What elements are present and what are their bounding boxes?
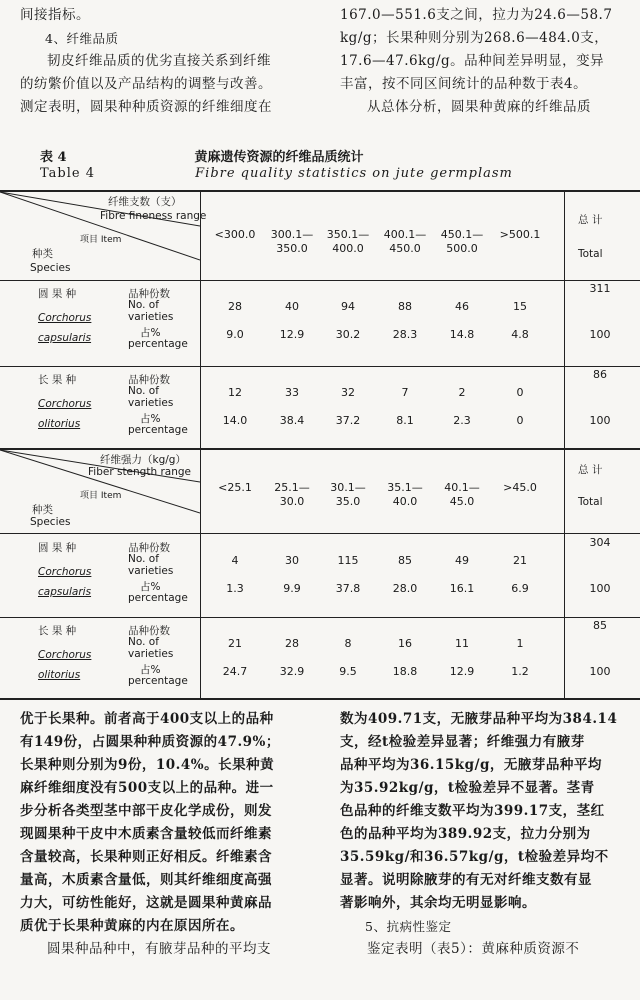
table-cell-count: 311 (589, 282, 611, 295)
table-cell-percent: 1.3 (226, 582, 244, 595)
species-name-latin: Corchorus (38, 649, 92, 661)
table-cell-percent: 12.9 (279, 328, 305, 341)
range-header: 350.1— (326, 228, 370, 241)
left-column-bottom (20, 708, 320, 961)
paragraph-line: 含量较高，长果种则正好相反。纤维素含 (20, 849, 272, 865)
table-cell-count: 16 (398, 637, 412, 650)
right-column-bottom (340, 708, 632, 961)
range-header: 400.0 (332, 242, 364, 255)
row-label-count-en: No. of (128, 299, 159, 311)
paragraph-line: 色的品种平均为389.92支，拉力分别为 (340, 826, 591, 842)
paragraph-line: 间接指标。 (20, 7, 90, 23)
table-cell-percent: 100 (589, 328, 611, 341)
fineness-header-en: Fibre fineness range (100, 210, 207, 222)
paragraph-line: 步分析各类型茎中部干皮化学成份，则发 (20, 803, 272, 819)
paragraph-line: 圆果种品种中，有腋芽品种的平均支 (47, 941, 271, 957)
row-label-count-cn: 品种份数 (128, 542, 170, 554)
paragraph-line: 有149份，占圆果种种质资源的47.9%； (20, 734, 280, 750)
table-rule (0, 533, 640, 534)
row-label-count-cn: 品种份数 (128, 288, 170, 300)
range-header: 30.0 (279, 495, 305, 508)
table-column-rule (564, 190, 565, 698)
item-label-cn: 项目 Item (80, 491, 122, 501)
range-header: >45.0 (503, 481, 537, 494)
table-cell-percent: 37.8 (335, 582, 361, 595)
paragraph-line: 17.6—47.6kg/g。品种间差异明显，变异 (340, 53, 605, 69)
paragraph-line: 量高，木质素含量低，则其纤维细度高强 (20, 872, 272, 888)
table-cell-percent: 9.5 (339, 665, 357, 678)
table-cell-percent: 14.0 (222, 414, 248, 427)
paragraph-line: kg/g；长果种则分别为268.6—484.0支， (340, 30, 609, 46)
row-label-count-en: varieties (128, 565, 174, 577)
table-cell-percent: 4.8 (511, 328, 529, 341)
table-cell-count: 11 (455, 637, 469, 650)
table-rule (0, 366, 640, 367)
table-cell-percent: 12.9 (449, 665, 475, 678)
fineness-header-cn: 纤维支数（支） (108, 196, 182, 208)
table-rule (0, 280, 640, 281)
paragraph-line: 的纺䌘价值以及产品结构的调整与改善。 (20, 76, 272, 92)
paragraph-line: 为35.92kg/g，t检验差异不显著。茎青 (340, 780, 595, 796)
row-label-percent-cn: 占% (140, 413, 161, 425)
section-heading-fibre-quality: 4、纤维品质 (45, 31, 119, 46)
table-rule (0, 698, 640, 700)
species-name-latin: Corchorus (38, 398, 92, 410)
table-cell-count: 94 (341, 300, 355, 313)
range-header: 45.0 (449, 495, 475, 508)
species-label-cn: 种类 (32, 504, 53, 516)
paragraph-line: 丰富，按不同区间统计的品种数于表4。 (340, 76, 588, 92)
paragraph-line: 色品种的纤维支数平均为399.17支，茎红 (340, 803, 605, 819)
species-name-latin: olitorius (38, 669, 81, 681)
row-label-count-en: varieties (128, 397, 174, 409)
table-cell-percent: 100 (589, 582, 611, 595)
table-cell-count: 86 (593, 368, 607, 381)
row-label-count-cn: 品种份数 (128, 374, 170, 386)
item-label-cn: 项目 Item (80, 235, 122, 245)
table-cell-percent: 32.9 (279, 665, 305, 678)
row-label-count-cn: 品种份数 (128, 625, 170, 637)
table-cell-count: 49 (455, 554, 469, 567)
table-cell-count: 21 (228, 637, 242, 650)
row-label-percent-en: percentage (128, 675, 188, 687)
strength-header-en: Fiber stength range (88, 466, 191, 478)
table-cell-count: 46 (455, 300, 469, 313)
range-header: 35.1— (387, 481, 423, 494)
range-header: <300.0 (214, 228, 256, 241)
row-label-count-en: varieties (128, 311, 174, 323)
strength-header-cn: 纤维强力（kg/g） (100, 454, 186, 466)
table-cell-count: 8 (344, 637, 352, 650)
range-header: 40.0 (392, 495, 418, 508)
species-name-latin: capsularis (38, 586, 92, 598)
species-label-en: Species (30, 262, 71, 274)
table-column-rule (200, 190, 201, 698)
table-cell-count: 15 (513, 300, 527, 313)
table-cell-count: 1 (516, 637, 524, 650)
table-cell-count: 304 (589, 536, 611, 549)
table-cell-percent: 6.9 (511, 582, 529, 595)
species-name-cn: 长 果 种 (38, 625, 77, 637)
species-name-cn: 圆 果 种 (38, 288, 77, 300)
row-label-percent-en: percentage (128, 592, 188, 604)
row-label-count-en: varieties (128, 648, 174, 660)
total-label-cn: 总 计 (578, 464, 603, 476)
range-header: 500.0 (446, 242, 478, 255)
paragraph-line: 现圆果种干皮中木质素含量较低而纤维素 (20, 826, 272, 842)
table-title-cn: 黄麻遗传资源的纤维品质统计 (194, 150, 364, 165)
table-cell-count: 28 (228, 300, 242, 313)
row-label-percent-cn: 占% (140, 664, 161, 676)
total-label-cn: 总 计 (578, 214, 603, 226)
paragraph-line: 优于长果种。前者高于400支以上的品种 (20, 711, 274, 727)
paragraph-line: 从总体分析，圆果种黄麻的纤维品质 (367, 99, 591, 115)
table-title-en: Fibre quality statistics on jute germplasm (195, 166, 513, 181)
table-cell-percent: 1.2 (511, 665, 529, 678)
table-cell-percent: 14.8 (449, 328, 475, 341)
table-cell-percent: 18.8 (392, 665, 418, 678)
row-label-count-en: No. of (128, 636, 159, 648)
table-cell-count: 32 (341, 386, 355, 399)
table-cell-percent: 28.3 (392, 328, 418, 341)
table-cell-count: 12 (228, 386, 242, 399)
range-header: 40.1— (444, 481, 480, 494)
table-cell-count: 85 (593, 619, 607, 632)
table-cell-count: 40 (285, 300, 299, 313)
table-label-en: Table 4 (40, 166, 95, 181)
table-cell-count: 28 (285, 637, 299, 650)
paragraph-line: 35.59kg/和36.57kg/g，t检验差异均不 (340, 849, 609, 865)
table-cell-count: 2 (458, 386, 466, 399)
section-heading-disease-resistance: 5、抗病性鉴定 (365, 919, 452, 934)
paragraph-line: 测定表明，圆果种种质资源的纤维细度在 (20, 99, 272, 115)
species-name-cn: 长 果 种 (38, 374, 77, 386)
paragraph-line: 著影响外，其余均无明显影响。 (340, 895, 536, 911)
species-name-latin: olitorius (38, 418, 81, 430)
species-name-cn: 圆 果 种 (38, 542, 77, 554)
paragraph-line: 167.0—551.6支之间，拉力为24.6—58.7 (340, 7, 613, 23)
paragraph-line: 支，经t检验差异显著；纤维强力有腋芽 (340, 734, 585, 750)
table-cell-count: 85 (398, 554, 412, 567)
row-label-percent-cn: 占% (140, 327, 161, 339)
range-header: 35.0 (335, 495, 361, 508)
paragraph-line: 长果种则分别为9份，10.4%。长果种黄 (20, 757, 275, 773)
species-name-latin: capsularis (38, 332, 92, 344)
species-name-latin: Corchorus (38, 566, 92, 578)
paragraph-line: 鉴定表明（表5）：黄麻种质资源不 (367, 941, 580, 957)
table-label-cn: 表 4 (40, 150, 67, 165)
range-header: 350.0 (276, 242, 308, 255)
paragraph-line: 品种平均为36.15kg/g，无腋芽品种平均 (340, 757, 602, 773)
species-label-en: Species (30, 516, 71, 528)
table-cell-count: 30 (285, 554, 299, 567)
table-cell-percent: 38.4 (279, 414, 305, 427)
table-cell-percent: 24.7 (222, 665, 248, 678)
paragraph-line: 麻纤维细度没有500支以上的品种。进一 (20, 780, 274, 796)
range-header: <25.1 (218, 481, 252, 494)
table-cell-count: 4 (231, 554, 239, 567)
table-cell-percent: 28.0 (392, 582, 418, 595)
table-cell-percent: 30.2 (335, 328, 361, 341)
row-label-percent-cn: 占% (140, 581, 161, 593)
table-cell-count: 7 (401, 386, 409, 399)
table-cell-percent: 9.9 (283, 582, 301, 595)
range-header: >500.1 (499, 228, 541, 241)
range-header: 450.0 (389, 242, 421, 255)
table-cell-count: 88 (398, 300, 412, 313)
row-label-count-en: No. of (128, 385, 159, 397)
paragraph-line: 数为409.71支，无腋芽品种平均为384.14 (340, 711, 618, 727)
table-cell-percent: 0 (516, 414, 524, 427)
table-cell-count: 33 (285, 386, 299, 399)
table-cell-percent: 9.0 (226, 328, 244, 341)
table-cell-percent: 100 (589, 665, 611, 678)
species-label-cn: 种类 (32, 248, 53, 260)
table-cell-count: 0 (516, 386, 524, 399)
table-cell-percent: 8.1 (396, 414, 414, 427)
table-rule (0, 617, 640, 618)
total-label-en: Total (578, 248, 603, 260)
range-header: 25.1— (274, 481, 310, 494)
row-label-percent-en: percentage (128, 424, 188, 436)
total-label-en: Total (578, 496, 603, 508)
table-cell-percent: 37.2 (335, 414, 361, 427)
table-cell-percent: 2.3 (453, 414, 471, 427)
paragraph-line: 力大，可纺性能好，这就是圆果种黄麻品 (20, 895, 272, 911)
range-header: 400.1— (383, 228, 427, 241)
species-name-latin: Corchorus (38, 312, 92, 324)
paragraph-line: 质优于长果种黄麻的内在原因所在。 (20, 918, 244, 934)
row-label-percent-en: percentage (128, 338, 188, 350)
table-cell-count: 21 (513, 554, 527, 567)
paragraph-line: 韧皮纤维品质的优劣直接关系到纤维 (47, 53, 271, 69)
paragraph-line: 显著。说明除腋芽的有无对纤维支数有显 (340, 872, 592, 888)
range-header: 30.1— (330, 481, 366, 494)
table-cell-percent: 100 (589, 414, 611, 427)
range-header: 450.1— (440, 228, 484, 241)
table-cell-count: 115 (337, 554, 359, 567)
range-header: 300.1— (270, 228, 314, 241)
row-label-count-en: No. of (128, 553, 159, 565)
table-cell-percent: 16.1 (449, 582, 475, 595)
